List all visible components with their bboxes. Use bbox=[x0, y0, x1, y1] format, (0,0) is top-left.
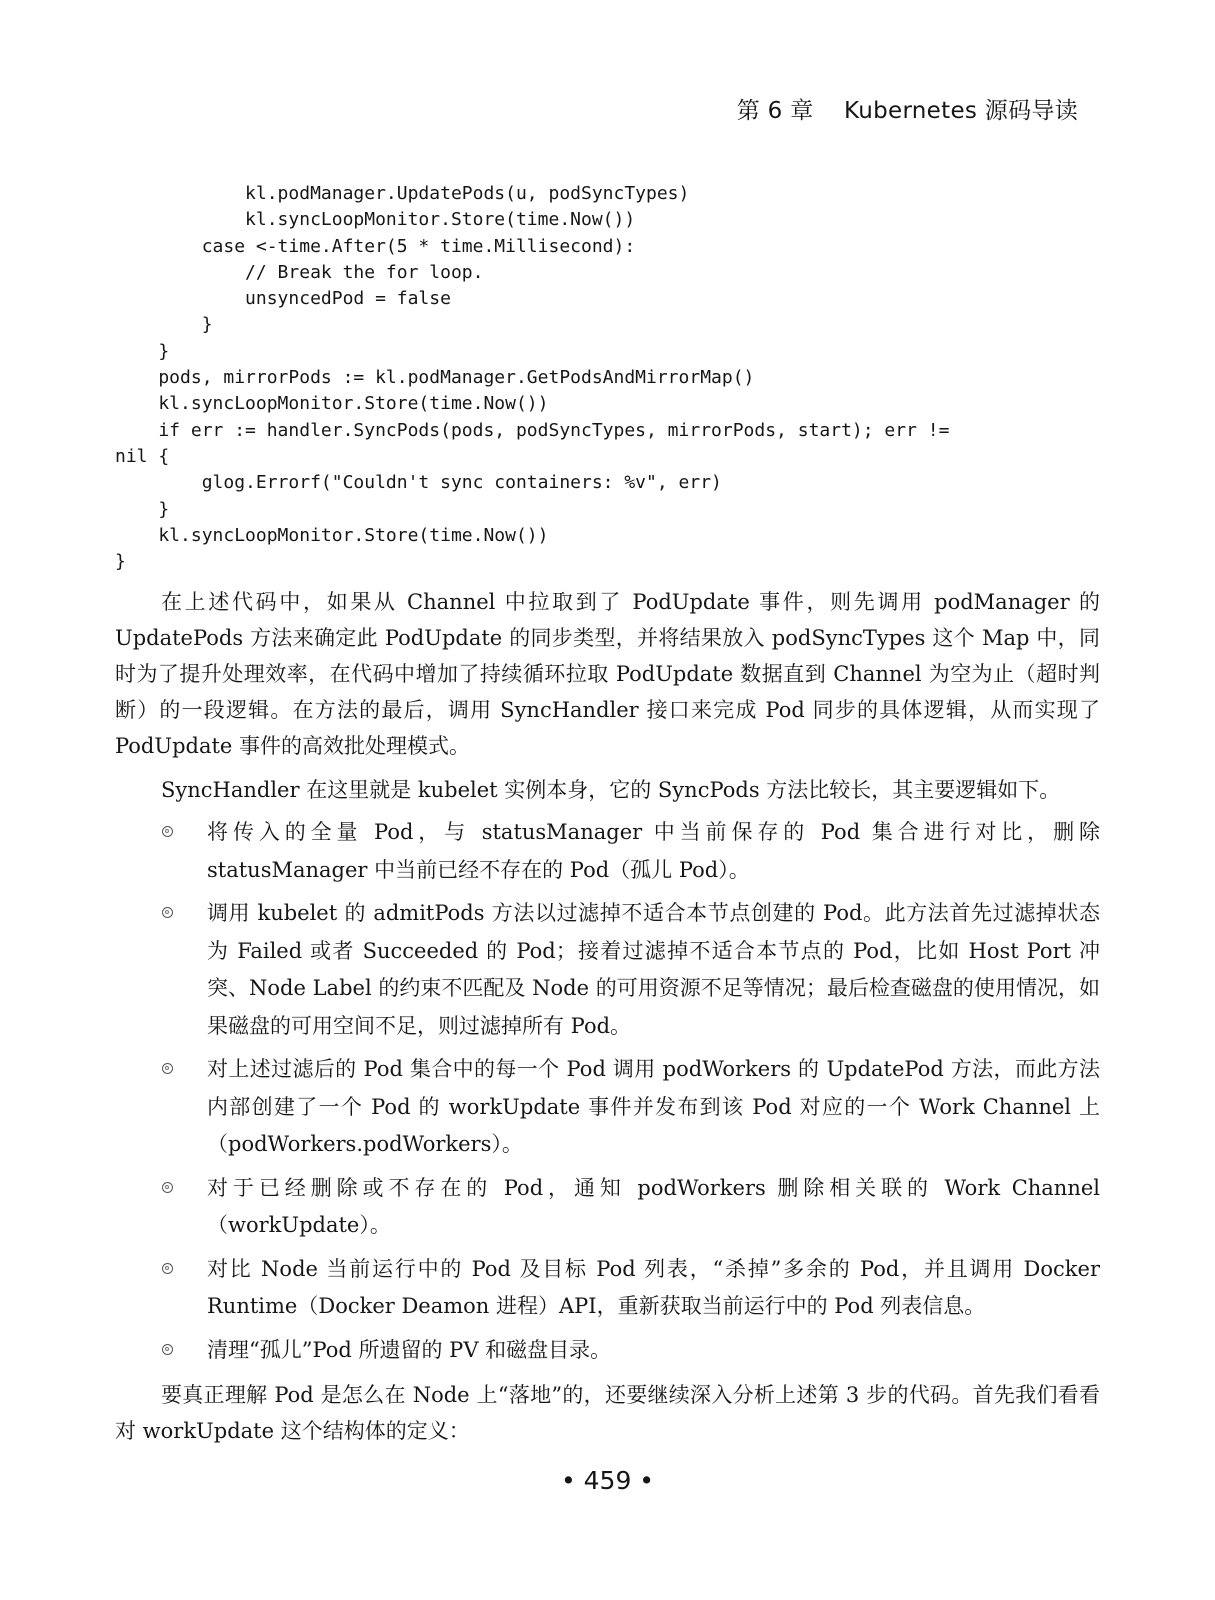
paragraph: 在上述代码中，如果从 Channel 中拉取到了 PodUpdate 事件，则先调用 podManager 的 UpdatePods 方法来确定此 PodUpdate 的同步类型，并将结果放入 podSyncTypes 这个 Map 中，同时为了提升处理效率，在代码中增加了持续循环拉取 PodUpdate 数据直到 Channel 为空为止（超时判断）的一段逻辑。在方法的最后，调用 SyncHandler 接口来完成 Pod 同步的具体逻辑，从而实现了 PodUpdate 事件的高效批处理模式。 bbox=[115, 590, 1100, 758]
code-line: nil { bbox=[115, 445, 170, 467]
list-item bbox=[115, 1332, 1100, 1370]
double-circle-bullet-icon bbox=[162, 1182, 173, 1193]
code-line: kl.syncLoopMonitor.Store(time.Now()) bbox=[115, 524, 549, 546]
code-line: glog.Errorf("Couldn't sync containers: %v", err) bbox=[115, 472, 722, 494]
running-header bbox=[737, 92, 1078, 125]
code-line: case <-time.After(5 * time.Millisecond): bbox=[115, 235, 636, 257]
code-line: kl.podManager.UpdatePods(u, podSyncTypes) bbox=[115, 183, 690, 204]
code-line: kl.syncLoopMonitor.Store(time.Now()) bbox=[115, 393, 549, 415]
list-item-text: 对上述过滤后的 Pod 集合中的每一个 Pod 调用 podWorkers 的 UpdatePod 方法，而此方法内部创建了一个 Pod 的 workUpdate 事件并发布到该 Pod 对应的一个 Work Channel 上（podWorkers.podWorkers）。 bbox=[207, 1057, 1100, 1156]
page-number: • 459 • bbox=[560, 1466, 655, 1495]
list-item bbox=[115, 814, 1100, 889]
paragraph: SyncHandler 在这里就是 kubelet 实例本身，它的 SyncPods 方法比较长，其主要逻辑如下。 bbox=[161, 778, 1061, 802]
code-block bbox=[115, 181, 1100, 575]
list-item bbox=[115, 1251, 1100, 1326]
list-item bbox=[115, 895, 1100, 1045]
double-circle-bullet-icon bbox=[162, 1344, 173, 1355]
list-item-text: 清理“孤儿”Pod 所遗留的 PV 和磁盘目录。 bbox=[207, 1337, 612, 1362]
chapter-title: Kubernetes 源码导读 bbox=[843, 98, 1078, 124]
code-line: // Break the for loop. bbox=[115, 261, 484, 283]
double-circle-bullet-icon bbox=[162, 1063, 173, 1074]
chapter-number: 第 6 章 bbox=[736, 98, 814, 124]
list-item bbox=[115, 1051, 1100, 1164]
code-line: if err := handler.SyncPods(pods, podSyncTypes, mirrorPods, start); err != bbox=[115, 419, 950, 441]
list-item bbox=[115, 1170, 1100, 1245]
double-circle-bullet-icon bbox=[162, 826, 173, 837]
logic-steps-list bbox=[115, 814, 1100, 1369]
code-line: kl.syncLoopMonitor.Store(time.Now()) bbox=[115, 209, 636, 231]
double-circle-bullet-icon bbox=[162, 1263, 173, 1274]
paragraph: 要真正理解 Pod 是怎么在 Node 上“落地”的，还要继续深入分析上述第 3 步的代码。首先我们看看对 workUpdate 这个结构体的定义： bbox=[115, 1383, 1100, 1443]
code-line: pods, mirrorPods := kl.podManager.GetPodsAndMirrorMap() bbox=[115, 367, 755, 389]
code-line: } bbox=[115, 498, 170, 520]
list-item-text: 对于已经删除或不存在的 Pod，通知 podWorkers 删除相关联的 Work Channel（workUpdate）。 bbox=[207, 1175, 1100, 1237]
body-text bbox=[115, 584, 1100, 1457]
list-item-text: 对比 Node 当前运行中的 Pod 及目标 Pod 列表，“杀掉”多余的 Pod，并且调用 Docker Runtime（Docker Deamon 进程）API，重新获取当前运行中的 Pod 列表信息。 bbox=[207, 1256, 1100, 1318]
double-circle-bullet-icon bbox=[162, 907, 173, 918]
list-item-text: 调用 kubelet 的 admitPods 方法以过滤掉不适合本节点创建的 Pod。此方法首先过滤掉状态为 Failed 或者 Succeeded 的 Pod；接着过滤掉不适合本节点的 Pod，比如 Host Port 冲突、Node Label 的约束不匹配及 Node 的可用资源不足等情况；最后检查磁盘的使用情况，如果磁盘的可用空间不足，则过滤掉所有 Pod。 bbox=[207, 901, 1100, 1038]
list-item-text: 将传入的全量 Pod，与 statusManager 中当前保存的 Pod 集合进行对比，删除 statusManager 中当前已经不存在的 Pod（孤儿 Pod）。 bbox=[207, 820, 1100, 882]
code-line: } bbox=[115, 340, 170, 362]
code-line: } bbox=[115, 551, 126, 573]
code-line: } bbox=[115, 314, 213, 336]
code-line: unsyncedPod = false bbox=[115, 288, 451, 310]
